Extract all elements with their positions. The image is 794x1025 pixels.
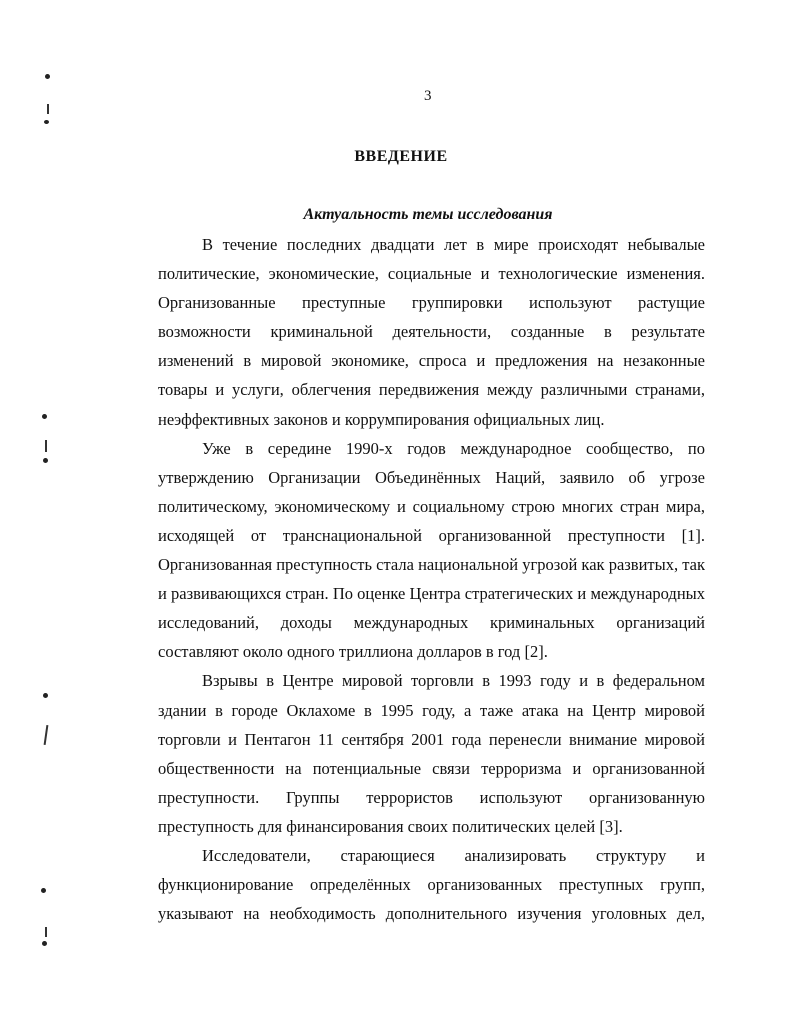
scan-mark <box>44 725 49 745</box>
section-heading: ВВЕДЕНИЕ <box>354 148 448 165</box>
scan-mark <box>45 440 47 452</box>
scan-mark <box>43 693 48 698</box>
section-subheading: Актуальность темы исследования <box>303 206 553 223</box>
scan-mark <box>42 941 47 946</box>
scan-mark <box>47 104 49 114</box>
scan-mark <box>42 414 47 419</box>
scan-mark <box>45 927 47 937</box>
scan-mark <box>45 74 50 79</box>
paragraph: В течение последних двадцати лет в мире происходят небывалые политические, экономические, социальные и технологические изменения. Организованные преступные группировки используют растущие возможности криминальной деятельности, созданные в результате изменений в мировой экономике, спроса и предложения на незаконные товары и услуги, облегчения передвижения между различными странами, неэффективных законов и коррумпирования официальных лиц. <box>158 235 705 429</box>
scan-mark <box>43 458 48 463</box>
scan-mark <box>44 120 49 124</box>
paragraph: Исследователи, старающиеся анализировать структуру и функционирование определённых организованных преступных групп, указывают на необходимость дополнительного изучения уголовных дел, <box>158 845 705 924</box>
body-text <box>158 230 705 928</box>
scan-mark <box>41 888 46 893</box>
paragraph: Взрывы в Центре мировой торговли в 1993 году и в федеральном здании в городе Оклахоме в 1995 году, а таже атака на Центр мировой торговли и Пентагон 11 сентября 2001 года перенесли внимание мировой общественности на потенциальные связи терроризма и организованной преступности. Группы террористов используют организованную преступность для финансирования своих политических целей [3]. <box>158 671 705 836</box>
paragraph: Уже в середине 1990-х годов международное сообщество, по утверждению Организации Объединённых Наций, заявило об угрозе политическому, экономическому и социальному строю многих стран мира, исходящей от транснациональной организованной преступности [1]. Организованная преступность стала национальной угрозой как развитых, так и развивающихся стран. По оценке Центра стратегических и международных исследований, доходы международных криминальных организаций составляют около одного триллиона долларов в год [2]. <box>158 438 705 662</box>
page-number: 3 <box>424 88 432 104</box>
